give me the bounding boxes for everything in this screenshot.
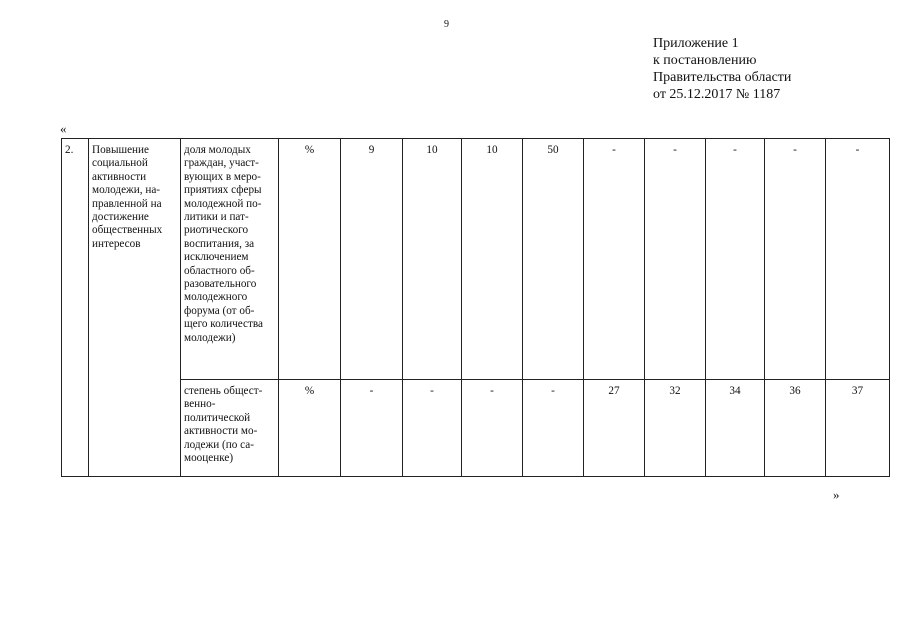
appendix-line-4: от 25.12.2017 № 1187 xyxy=(653,87,781,102)
value-cell: - xyxy=(462,380,523,477)
value-cell: 32 xyxy=(645,380,706,477)
value-cell: 10 xyxy=(403,139,462,380)
value-cell: 50 xyxy=(523,139,584,380)
indicators-table xyxy=(61,138,890,477)
appendix-heading xyxy=(653,35,791,103)
indicator-cell: доля молодых граждан, участ- вующих в меро- приятиях сферы молодежной по- литики и пат- риотического воспитания, за исключением областного об- разовательного молодежного форума (от об- щего количества молодежи) xyxy=(181,139,279,380)
table-row xyxy=(62,139,890,380)
value-cell: - xyxy=(765,139,826,380)
closing-quote: » xyxy=(833,487,840,502)
value-cell: 34 xyxy=(706,380,765,477)
value-cell: 9 xyxy=(341,139,403,380)
value-cell: 27 xyxy=(584,380,645,477)
unit-cell: % xyxy=(279,380,341,477)
value-cell: - xyxy=(403,380,462,477)
value-cell: - xyxy=(341,380,403,477)
goal-cell: Повышение социальной активности молодежи, на- правленной на достижение общественных интересов xyxy=(89,139,181,477)
value-cell: - xyxy=(645,139,706,380)
unit-cell: % xyxy=(279,139,341,380)
value-cell: - xyxy=(706,139,765,380)
opening-quote: « xyxy=(60,121,67,136)
appendix-line-2: к постановлению xyxy=(653,53,757,68)
value-cell: - xyxy=(826,139,890,380)
value-cell: 37 xyxy=(826,380,890,477)
indicator-cell: степень общест- венно- политической активности мо- лодежи (по са- мооценке) xyxy=(181,380,279,477)
value-cell: 10 xyxy=(462,139,523,380)
value-cell: - xyxy=(523,380,584,477)
value-cell: - xyxy=(584,139,645,380)
page-number: 9 xyxy=(444,19,449,30)
table-row xyxy=(62,380,890,477)
appendix-line-3: Правительства области xyxy=(653,70,792,85)
appendix-line-1: Приложение 1 xyxy=(653,36,739,51)
value-cell: 36 xyxy=(765,380,826,477)
row-index-cell: 2. xyxy=(62,139,89,477)
